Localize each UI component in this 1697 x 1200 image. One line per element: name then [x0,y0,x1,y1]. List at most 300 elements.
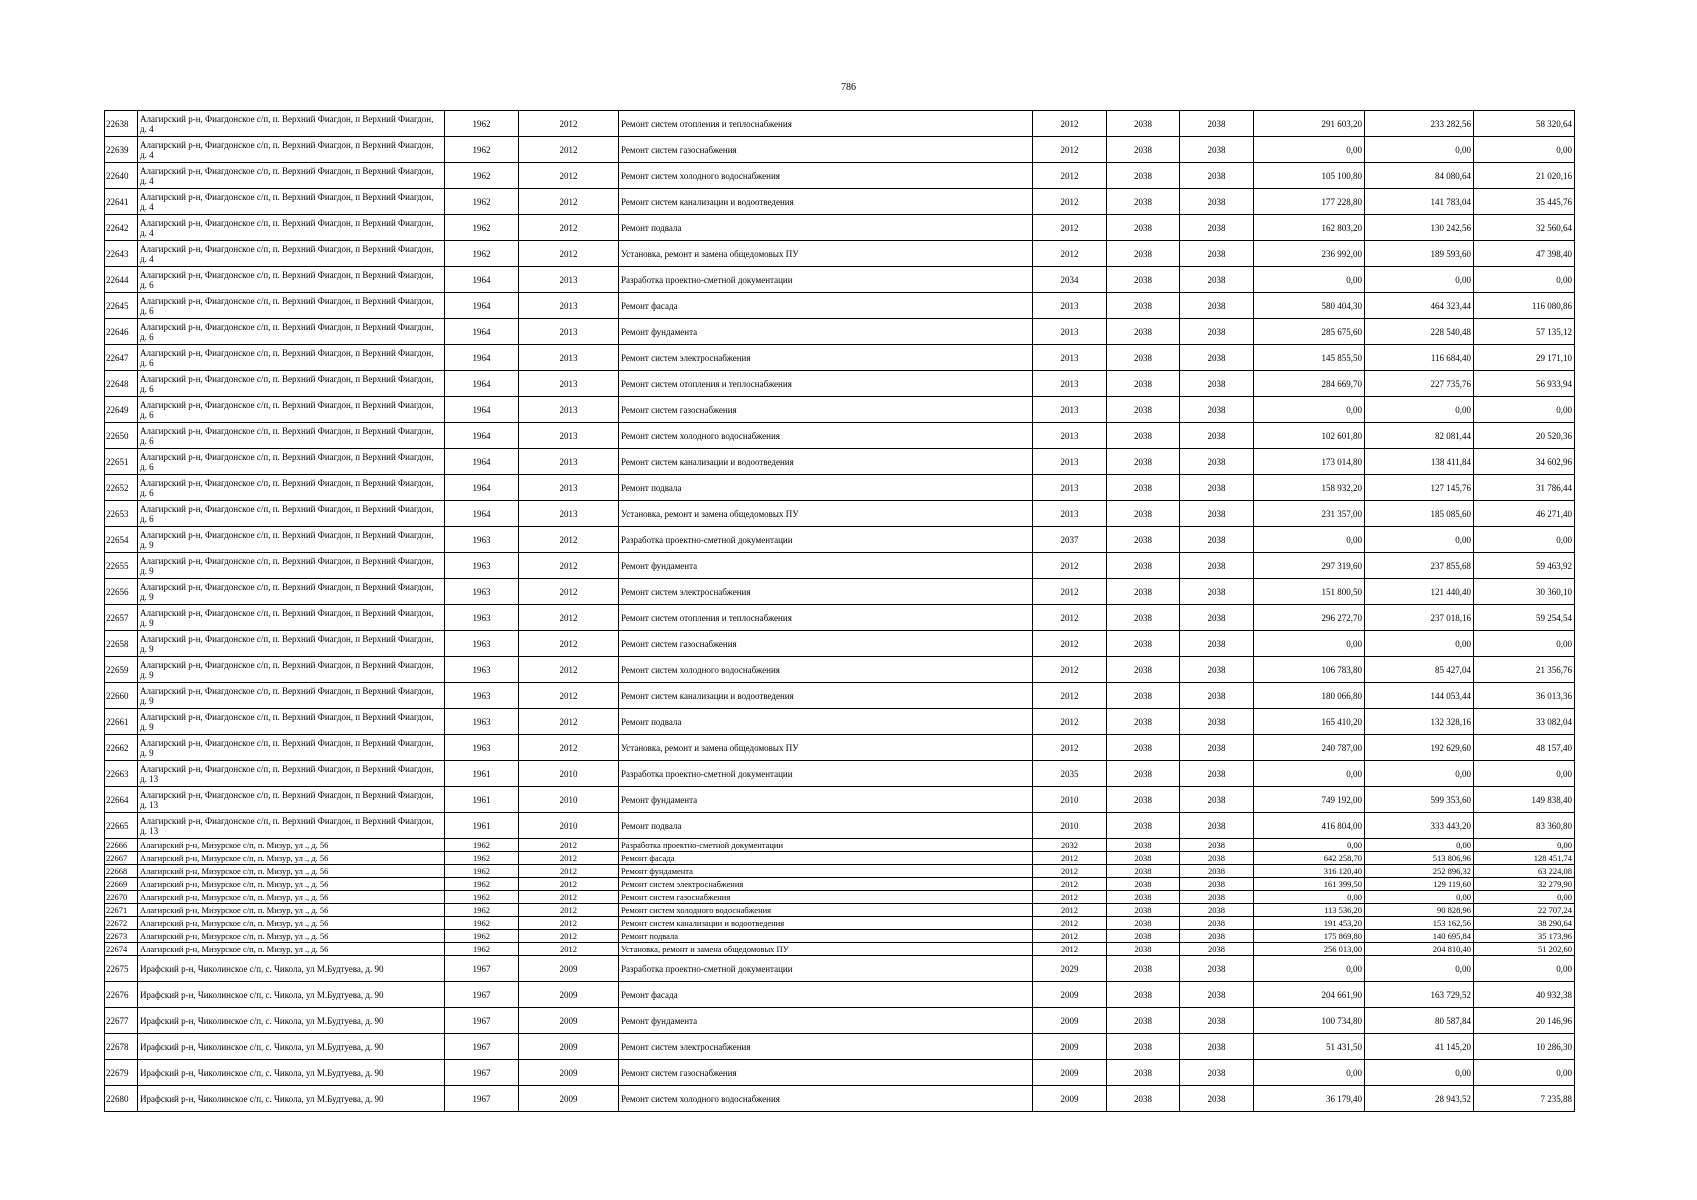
cell-priv: 2012 [519,839,619,852]
cell-y1: 2013 [1033,449,1107,475]
cell-y2: 2038 [1107,1008,1180,1034]
cell-work: Ремонт систем отопления и теплоснабжения [619,605,1033,631]
cell-id: 22639 [105,137,138,163]
cell-y1: 2032 [1033,839,1107,852]
cell-work: Ремонт систем холодного водоснабжения [619,657,1033,683]
cell-v3: 0,00 [1474,631,1575,657]
cell-v2: 192 629,60 [1365,735,1474,761]
cell-v2: 0,00 [1365,839,1474,852]
cell-built: 1964 [445,501,519,527]
cell-built: 1962 [445,943,519,956]
cell-v2: 90 828,96 [1365,904,1474,917]
cell-y2: 2038 [1107,735,1180,761]
cell-y2: 2038 [1107,956,1180,982]
cell-y3: 2038 [1180,839,1254,852]
cell-v3: 59 254,54 [1474,605,1575,631]
cell-v1: 165 410,20 [1254,709,1365,735]
cell-addr: Алагирский р-н, Фиагдонское с/п, п. Верхний Фиагдон, п Верхний Фиагдон, д. 4 [138,111,445,137]
cell-y3: 2038 [1180,579,1254,605]
cell-y2: 2038 [1107,137,1180,163]
cell-y2: 2038 [1107,579,1180,605]
cell-v1: 0,00 [1254,631,1365,657]
cell-y3: 2038 [1180,423,1254,449]
cell-y1: 2013 [1033,423,1107,449]
cell-built: 1967 [445,956,519,982]
cell-v1: 105 100,80 [1254,163,1365,189]
cell-v3: 38 290,64 [1474,917,1575,930]
cell-work: Разработка проектно-сметной документации [619,761,1033,787]
cell-id: 22650 [105,423,138,449]
cell-y1: 2013 [1033,293,1107,319]
cell-work: Ремонт систем газоснабжения [619,1060,1033,1086]
table-row [105,735,1575,761]
cell-y2: 2038 [1107,943,1180,956]
cell-v1: 291 603,20 [1254,111,1365,137]
cell-y1: 2012 [1033,605,1107,631]
cell-id: 22646 [105,319,138,345]
cell-work: Ремонт фундамента [619,865,1033,878]
cell-y2: 2038 [1107,813,1180,839]
cell-work: Ремонт фундамента [619,787,1033,813]
cell-addr: Ирафский р-н, Чиколинское с/п, с. Чикола, ул М.Будтуева, д. 90 [138,1060,445,1086]
cell-built: 1962 [445,878,519,891]
cell-priv: 2009 [519,1008,619,1034]
table-row [105,956,1575,982]
cell-v2: 140 695,84 [1365,930,1474,943]
cell-work: Установка, ремонт и замена общедомовых ПУ [619,501,1033,527]
table-row [105,501,1575,527]
cell-v1: 106 783,80 [1254,657,1365,683]
cell-id: 22663 [105,761,138,787]
table-row [105,917,1575,930]
cell-id: 22675 [105,956,138,982]
cell-addr: Алагирский р-н, Фиагдонское с/п, п. Верхний Фиагдон, п Верхний Фиагдон, д. 6 [138,293,445,319]
cell-addr: Алагирский р-н, Фиагдонское с/п, п. Верхний Фиагдон, п Верхний Фиагдон, д. 9 [138,579,445,605]
cell-addr: Алагирский р-н, Мизурское с/п, п. Мизур, ул ., д. 56 [138,943,445,956]
cell-y3: 2038 [1180,761,1254,787]
cell-priv: 2013 [519,397,619,423]
cell-y2: 2038 [1107,527,1180,553]
cell-y3: 2038 [1180,709,1254,735]
cell-addr: Алагирский р-н, Фиагдонское с/п, п. Верхний Фиагдон, п Верхний Фиагдон, д. 13 [138,761,445,787]
cell-priv: 2012 [519,917,619,930]
cell-v3: 21 020,16 [1474,163,1575,189]
cell-addr: Ирафский р-н, Чиколинское с/п, с. Чикола, ул М.Будтуева, д. 90 [138,956,445,982]
capital-repair-table [104,110,1575,1112]
cell-v3: 51 202,60 [1474,943,1575,956]
cell-addr: Ирафский р-н, Чиколинское с/п, с. Чикола, ул М.Будтуева, д. 90 [138,1008,445,1034]
cell-v1: 191 453,20 [1254,917,1365,930]
cell-v2: 0,00 [1365,631,1474,657]
cell-addr: Алагирский р-н, Фиагдонское с/п, п. Верхний Фиагдон, п Верхний Фиагдон, д. 4 [138,241,445,267]
cell-built: 1962 [445,917,519,930]
cell-v3: 7 235,88 [1474,1086,1575,1112]
cell-y2: 2038 [1107,293,1180,319]
cell-v1: 0,00 [1254,527,1365,553]
cell-y2: 2038 [1107,878,1180,891]
cell-y1: 2012 [1033,241,1107,267]
cell-y1: 2012 [1033,865,1107,878]
cell-v1: 113 536,20 [1254,904,1365,917]
cell-work: Ремонт подвала [619,930,1033,943]
cell-built: 1962 [445,215,519,241]
cell-y1: 2035 [1033,761,1107,787]
cell-addr: Алагирский р-н, Фиагдонское с/п, п. Верхний Фиагдон, п Верхний Фиагдон, д. 6 [138,449,445,475]
cell-priv: 2012 [519,904,619,917]
cell-addr: Алагирский р-н, Фиагдонское с/п, п. Верхний Фиагдон, п Верхний Фиагдон, д. 9 [138,553,445,579]
cell-y3: 2038 [1180,982,1254,1008]
cell-y3: 2038 [1180,527,1254,553]
table-row [105,761,1575,787]
cell-y3: 2038 [1180,215,1254,241]
table-row [105,189,1575,215]
cell-priv: 2013 [519,423,619,449]
cell-id: 22645 [105,293,138,319]
cell-built: 1964 [445,345,519,371]
cell-v3: 40 932,38 [1474,982,1575,1008]
cell-priv: 2012 [519,657,619,683]
cell-built: 1967 [445,1034,519,1060]
cell-y3: 2038 [1180,319,1254,345]
cell-y2: 2038 [1107,761,1180,787]
cell-id: 22664 [105,787,138,813]
cell-v1: 0,00 [1254,761,1365,787]
cell-y2: 2038 [1107,1086,1180,1112]
cell-addr: Ирафский р-н, Чиколинское с/п, с. Чикола, ул М.Будтуева, д. 90 [138,1034,445,1060]
cell-built: 1962 [445,163,519,189]
cell-priv: 2012 [519,735,619,761]
cell-id: 22658 [105,631,138,657]
cell-work: Ремонт систем отопления и теплоснабжения [619,111,1033,137]
table-row [105,475,1575,501]
cell-id: 22667 [105,852,138,865]
page-number: 786 [841,82,856,93]
cell-id: 22640 [105,163,138,189]
cell-built: 1962 [445,904,519,917]
cell-addr: Алагирский р-н, Фиагдонское с/п, п. Верхний Фиагдон, п Верхний Фиагдон, д. 6 [138,345,445,371]
table-row [105,878,1575,891]
table-row [105,267,1575,293]
cell-priv: 2013 [519,345,619,371]
cell-built: 1962 [445,852,519,865]
cell-y1: 2012 [1033,657,1107,683]
cell-y2: 2038 [1107,163,1180,189]
cell-built: 1967 [445,1086,519,1112]
cell-y1: 2012 [1033,878,1107,891]
cell-priv: 2012 [519,163,619,189]
cell-y3: 2038 [1180,111,1254,137]
cell-id: 22680 [105,1086,138,1112]
cell-v3: 30 360,10 [1474,579,1575,605]
table-row [105,1034,1575,1060]
cell-work: Разработка проектно-сметной документации [619,267,1033,293]
cell-v1: 749 192,00 [1254,787,1365,813]
cell-v2: 228 540,48 [1365,319,1474,345]
cell-built: 1962 [445,930,519,943]
table-row [105,605,1575,631]
cell-addr: Алагирский р-н, Фиагдонское с/п, п. Верхний Фиагдон, п Верхний Фиагдон, д. 4 [138,215,445,241]
cell-priv: 2012 [519,943,619,956]
table-row [105,137,1575,163]
cell-y3: 2038 [1180,501,1254,527]
cell-v3: 46 271,40 [1474,501,1575,527]
cell-v3: 0,00 [1474,1060,1575,1086]
table-row [105,163,1575,189]
cell-built: 1961 [445,761,519,787]
cell-v1: 256 013,00 [1254,943,1365,956]
cell-id: 22661 [105,709,138,735]
cell-v2: 129 119,60 [1365,878,1474,891]
cell-y3: 2038 [1180,137,1254,163]
cell-v1: 180 066,80 [1254,683,1365,709]
cell-v1: 284 669,70 [1254,371,1365,397]
cell-v2: 333 443,20 [1365,813,1474,839]
cell-built: 1967 [445,1060,519,1086]
cell-v1: 151 800,50 [1254,579,1365,605]
table-row [105,787,1575,813]
cell-priv: 2012 [519,709,619,735]
cell-priv: 2012 [519,683,619,709]
cell-y1: 2009 [1033,982,1107,1008]
cell-built: 1964 [445,293,519,319]
table-row [105,865,1575,878]
cell-priv: 2009 [519,1034,619,1060]
cell-built: 1963 [445,527,519,553]
cell-work: Ремонт систем канализации и водоотведения [619,189,1033,215]
cell-id: 22660 [105,683,138,709]
cell-id: 22671 [105,904,138,917]
cell-built: 1963 [445,631,519,657]
cell-v1: 416 804,00 [1254,813,1365,839]
cell-y3: 2038 [1180,371,1254,397]
cell-priv: 2009 [519,982,619,1008]
cell-v3: 59 463,92 [1474,553,1575,579]
cell-v2: 141 783,04 [1365,189,1474,215]
cell-y1: 2012 [1033,852,1107,865]
cell-v3: 33 082,04 [1474,709,1575,735]
cell-addr: Алагирский р-н, Мизурское с/п, п. Мизур, ул ., д. 56 [138,930,445,943]
cell-v1: 177 228,80 [1254,189,1365,215]
cell-y1: 2012 [1033,904,1107,917]
cell-addr: Алагирский р-н, Фиагдонское с/п, п. Верхний Фиагдон, п Верхний Фиагдон, д. 6 [138,423,445,449]
cell-y3: 2038 [1180,1008,1254,1034]
cell-priv: 2012 [519,215,619,241]
cell-built: 1963 [445,605,519,631]
cell-v1: 161 399,50 [1254,878,1365,891]
cell-built: 1962 [445,839,519,852]
cell-y3: 2038 [1180,397,1254,423]
cell-v3: 36 013,36 [1474,683,1575,709]
cell-priv: 2013 [519,501,619,527]
cell-y1: 2037 [1033,527,1107,553]
cell-built: 1967 [445,1008,519,1034]
cell-v1: 204 661,90 [1254,982,1365,1008]
cell-v3: 22 707,24 [1474,904,1575,917]
cell-v1: 51 431,50 [1254,1034,1365,1060]
cell-id: 22672 [105,917,138,930]
cell-y2: 2038 [1107,267,1180,293]
cell-y2: 2038 [1107,553,1180,579]
cell-y1: 2012 [1033,930,1107,943]
cell-work: Ремонт систем отопления и теплоснабжения [619,371,1033,397]
cell-y3: 2038 [1180,878,1254,891]
cell-priv: 2013 [519,319,619,345]
cell-id: 22665 [105,813,138,839]
cell-addr: Алагирский р-н, Мизурское с/п, п. Мизур, ул ., д. 56 [138,917,445,930]
cell-priv: 2012 [519,605,619,631]
cell-addr: Алагирский р-н, Фиагдонское с/п, п. Верхний Фиагдон, п Верхний Фиагдон, д. 9 [138,657,445,683]
cell-y2: 2038 [1107,397,1180,423]
cell-y3: 2038 [1180,267,1254,293]
cell-v2: 41 145,20 [1365,1034,1474,1060]
cell-y1: 2013 [1033,501,1107,527]
cell-built: 1964 [445,423,519,449]
cell-y2: 2038 [1107,319,1180,345]
table-row [105,839,1575,852]
cell-y2: 2038 [1107,1060,1180,1086]
cell-id: 22659 [105,657,138,683]
cell-y1: 2013 [1033,345,1107,371]
cell-priv: 2012 [519,865,619,878]
cell-y1: 2013 [1033,319,1107,345]
cell-addr: Алагирский р-н, Фиагдонское с/п, п. Верхний Фиагдон, п Верхний Фиагдон, д. 9 [138,735,445,761]
cell-work: Ремонт систем электроснабжения [619,579,1033,605]
cell-id: 22642 [105,215,138,241]
cell-v2: 0,00 [1365,891,1474,904]
cell-v1: 642 258,70 [1254,852,1365,865]
cell-addr: Алагирский р-н, Мизурское с/п, п. Мизур, ул ., д. 56 [138,878,445,891]
cell-v3: 0,00 [1474,956,1575,982]
cell-v1: 0,00 [1254,137,1365,163]
cell-addr: Алагирский р-н, Фиагдонское с/п, п. Верхний Фиагдон, п Верхний Фиагдон, д. 9 [138,605,445,631]
cell-id: 22648 [105,371,138,397]
cell-y2: 2038 [1107,475,1180,501]
cell-v1: 0,00 [1254,1060,1365,1086]
cell-id: 22649 [105,397,138,423]
table-row [105,683,1575,709]
cell-priv: 2012 [519,241,619,267]
cell-y3: 2038 [1180,735,1254,761]
cell-v1: 240 787,00 [1254,735,1365,761]
cell-v3: 83 360,80 [1474,813,1575,839]
cell-v1: 580 404,30 [1254,293,1365,319]
cell-v1: 0,00 [1254,891,1365,904]
cell-id: 22666 [105,839,138,852]
cell-v3: 56 933,94 [1474,371,1575,397]
cell-y3: 2038 [1180,891,1254,904]
cell-work: Разработка проектно-сметной документации [619,956,1033,982]
cell-y2: 2038 [1107,891,1180,904]
cell-y1: 2012 [1033,579,1107,605]
cell-v3: 20 146,96 [1474,1008,1575,1034]
cell-y1: 2012 [1033,553,1107,579]
cell-y3: 2038 [1180,449,1254,475]
cell-v1: 0,00 [1254,956,1365,982]
cell-v2: 0,00 [1365,527,1474,553]
cell-v3: 34 602,96 [1474,449,1575,475]
cell-work: Ремонт подвала [619,709,1033,735]
cell-addr: Алагирский р-н, Мизурское с/п, п. Мизур, ул ., д. 56 [138,891,445,904]
cell-y3: 2038 [1180,852,1254,865]
cell-built: 1964 [445,267,519,293]
cell-v2: 185 085,60 [1365,501,1474,527]
cell-priv: 2012 [519,527,619,553]
cell-v1: 102 601,80 [1254,423,1365,449]
table-row [105,423,1575,449]
table-row [105,943,1575,956]
cell-v2: 138 411,84 [1365,449,1474,475]
cell-priv: 2012 [519,137,619,163]
cell-work: Ремонт систем электроснабжения [619,878,1033,891]
cell-built: 1961 [445,813,519,839]
cell-work: Ремонт систем канализации и водоотведения [619,917,1033,930]
cell-v2: 28 943,52 [1365,1086,1474,1112]
cell-built: 1962 [445,865,519,878]
cell-addr: Алагирский р-н, Фиагдонское с/п, п. Верхний Фиагдон, п Верхний Фиагдон, д. 9 [138,527,445,553]
cell-y2: 2038 [1107,657,1180,683]
cell-y2: 2038 [1107,371,1180,397]
cell-addr: Алагирский р-н, Фиагдонское с/п, п. Верхний Фиагдон, п Верхний Фиагдон, д. 6 [138,475,445,501]
cell-v1: 297 319,60 [1254,553,1365,579]
cell-v3: 0,00 [1474,527,1575,553]
table-row [105,553,1575,579]
cell-addr: Алагирский р-н, Мизурское с/п, п. Мизур, ул ., д. 56 [138,852,445,865]
cell-work: Ремонт систем холодного водоснабжения [619,423,1033,449]
cell-v2: 252 896,32 [1365,865,1474,878]
cell-priv: 2010 [519,761,619,787]
cell-v1: 145 855,50 [1254,345,1365,371]
cell-y2: 2038 [1107,345,1180,371]
cell-y2: 2038 [1107,865,1180,878]
cell-v1: 285 675,60 [1254,319,1365,345]
cell-y3: 2038 [1180,189,1254,215]
cell-work: Ремонт систем канализации и водоотведения [619,449,1033,475]
cell-priv: 2013 [519,267,619,293]
cell-v2: 84 080,64 [1365,163,1474,189]
cell-built: 1963 [445,553,519,579]
cell-y3: 2038 [1180,475,1254,501]
cell-work: Разработка проектно-сметной документации [619,839,1033,852]
cell-built: 1962 [445,241,519,267]
cell-y3: 2038 [1180,241,1254,267]
cell-work: Ремонт фасада [619,293,1033,319]
cell-id: 22668 [105,865,138,878]
cell-v2: 599 353,60 [1365,787,1474,813]
cell-y2: 2038 [1107,709,1180,735]
cell-id: 22669 [105,878,138,891]
cell-y3: 2038 [1180,163,1254,189]
table-row [105,1086,1575,1112]
cell-priv: 2012 [519,579,619,605]
cell-y3: 2038 [1180,787,1254,813]
cell-y2: 2038 [1107,111,1180,137]
cell-v2: 163 729,52 [1365,982,1474,1008]
cell-y3: 2038 [1180,904,1254,917]
cell-built: 1964 [445,475,519,501]
cell-work: Разработка проектно-сметной документации [619,527,1033,553]
cell-built: 1963 [445,657,519,683]
cell-v3: 116 080,86 [1474,293,1575,319]
cell-v3: 0,00 [1474,891,1575,904]
cell-y1: 2010 [1033,787,1107,813]
table-row [105,930,1575,943]
cell-y1: 2012 [1033,735,1107,761]
cell-y2: 2038 [1107,930,1180,943]
cell-v2: 144 053,44 [1365,683,1474,709]
cell-work: Ремонт фундамента [619,319,1033,345]
cell-v2: 513 806,96 [1365,852,1474,865]
table-row [105,657,1575,683]
